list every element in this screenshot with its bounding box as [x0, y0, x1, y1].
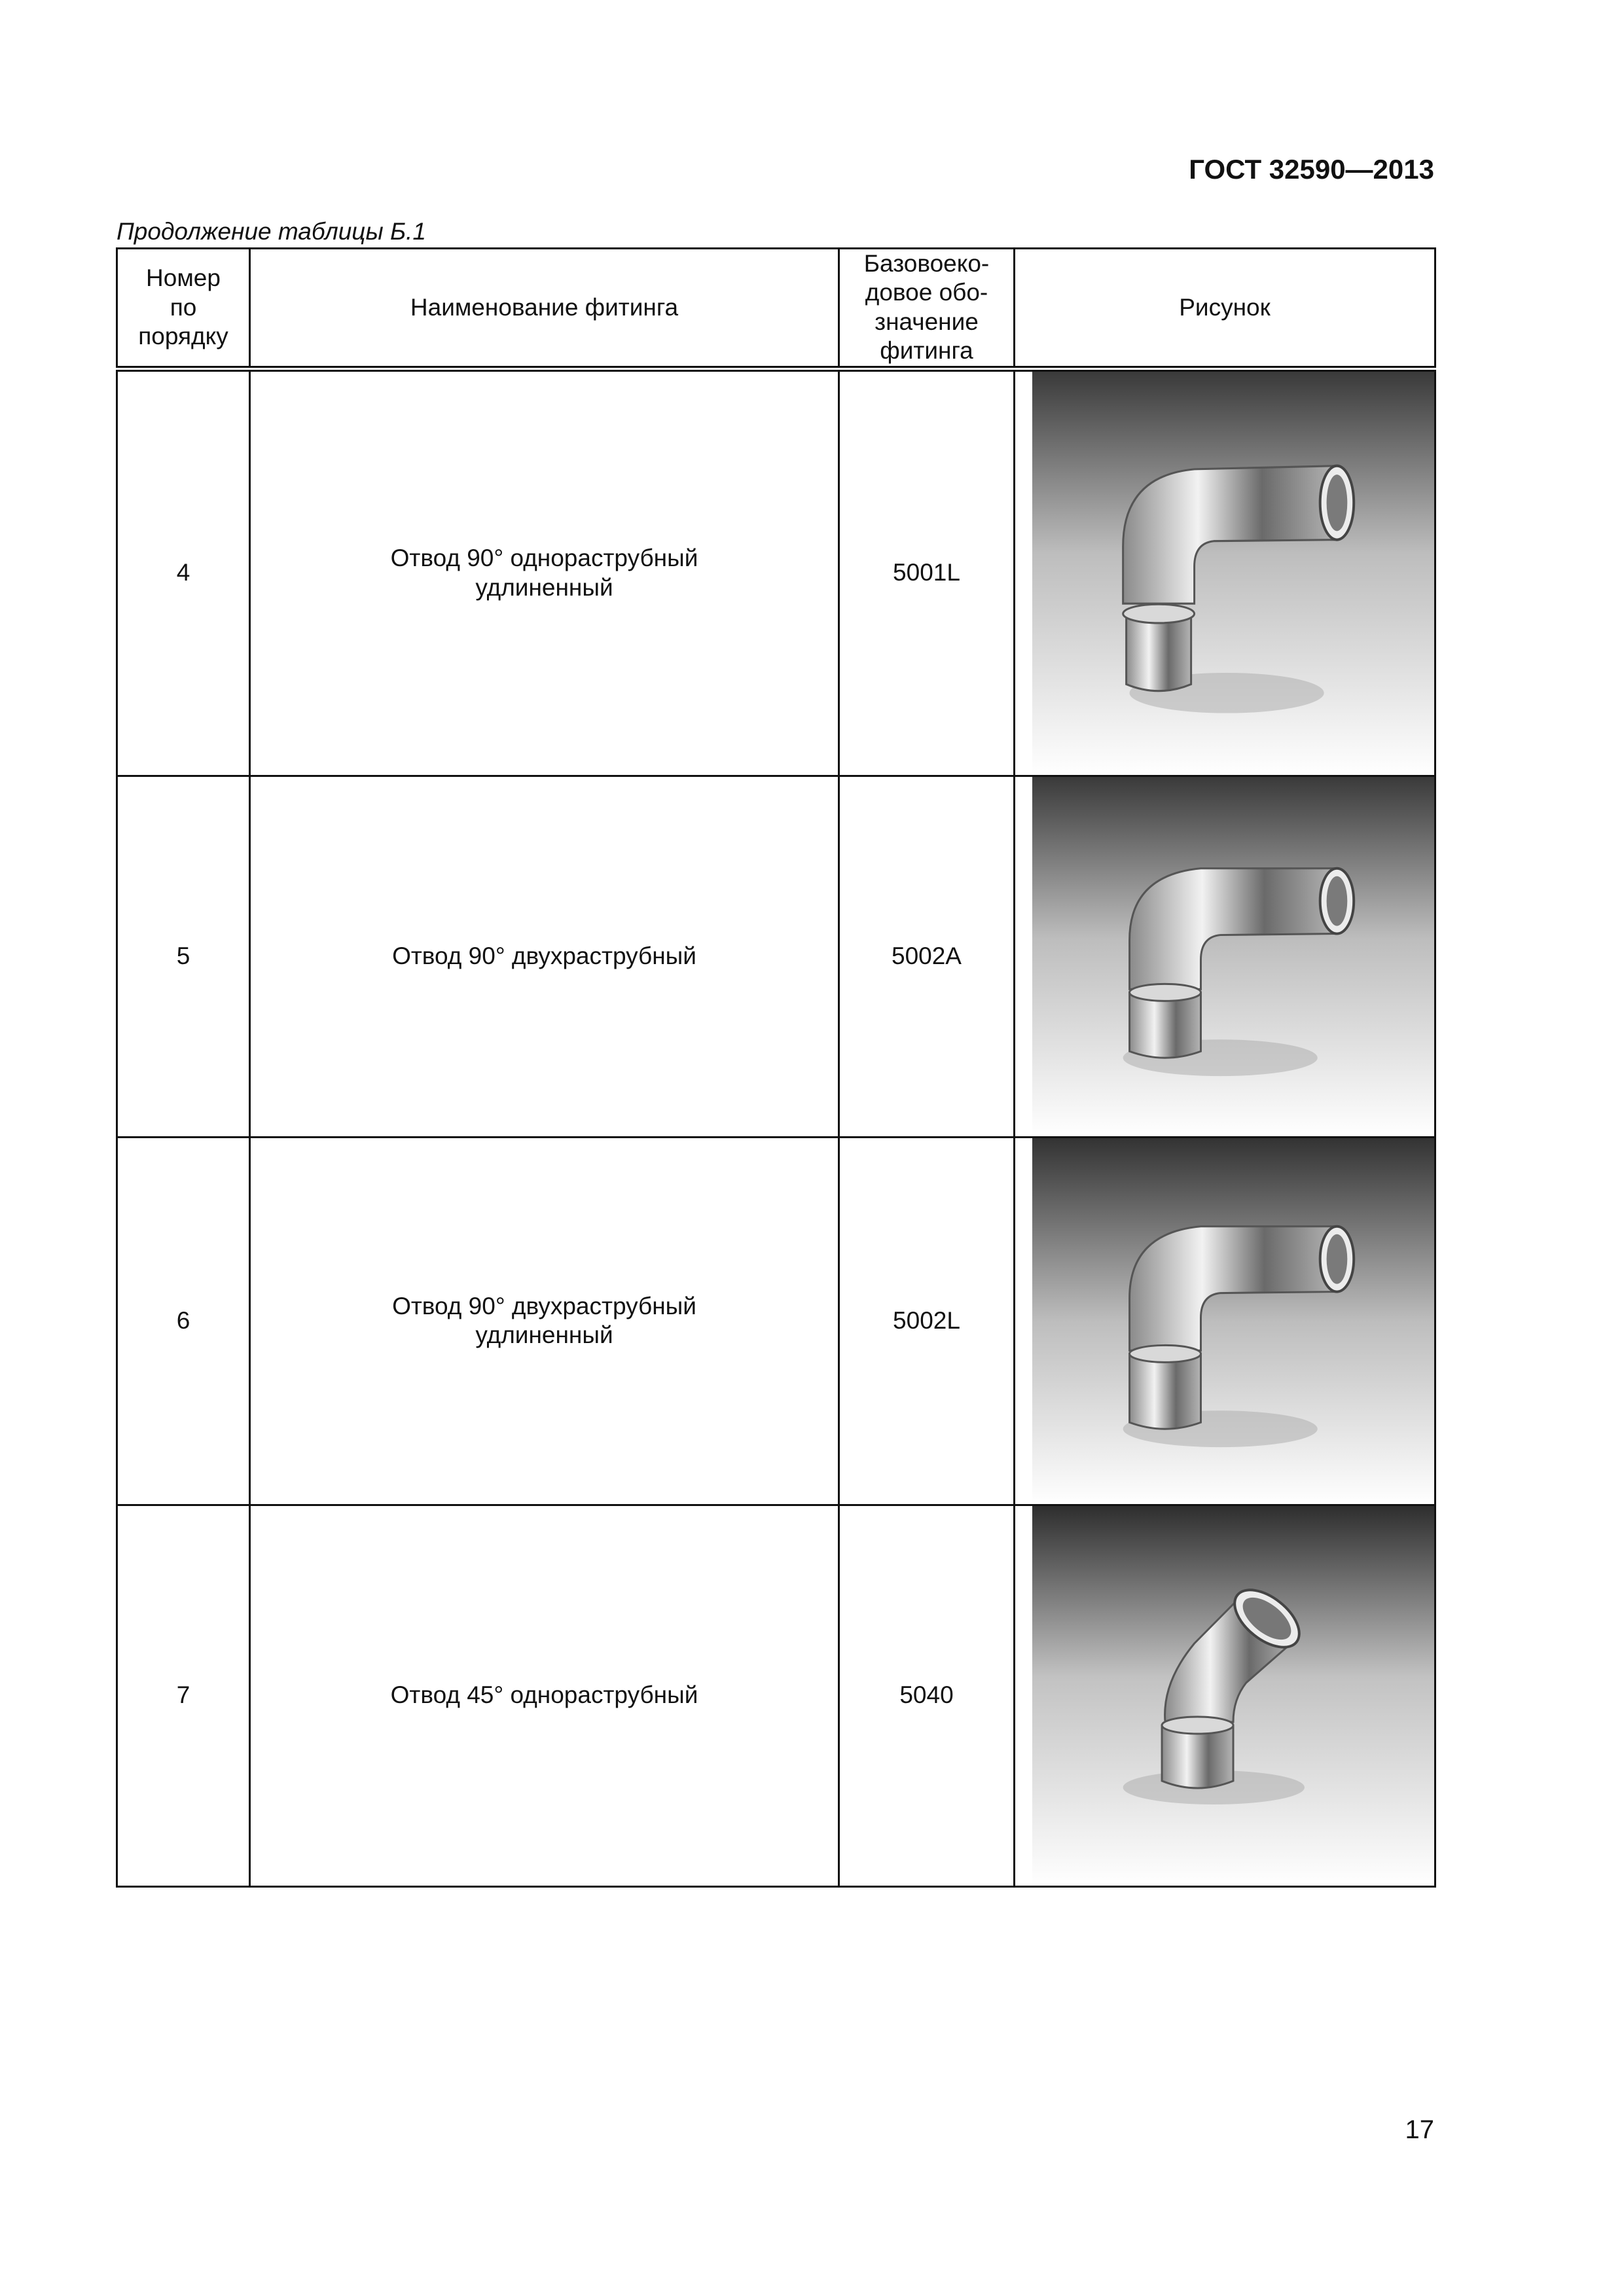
- table-row: [117, 776, 1435, 1137]
- table-row: [117, 1505, 1435, 1886]
- page-number: 17: [1405, 2115, 1434, 2144]
- col-header-picture: Рисунок: [1015, 249, 1435, 369]
- fitting-name-line1: Отвод 90° двухраструбный: [392, 1292, 696, 1319]
- fitting-name-line1: Отвод 45° однораструбный: [390, 1681, 698, 1709]
- fitting-name-line1: Отвод 90° двухраструбный: [392, 942, 696, 969]
- fitting-picture: [1015, 1137, 1435, 1505]
- elbow-90-icon: [1032, 777, 1434, 1136]
- table-row: [117, 368, 1435, 776]
- elbow-90-icon: [1032, 1138, 1434, 1504]
- fitting-picture: [1015, 776, 1435, 1137]
- table-caption: Продолжение таблицы Б.1: [117, 218, 426, 245]
- fittings-table: [116, 247, 1436, 1888]
- fitting-name: [250, 368, 839, 776]
- fitting-picture: [1015, 1505, 1435, 1886]
- row-number: 4: [117, 368, 250, 776]
- fitting-code: 5001L: [839, 368, 1015, 776]
- fitting-name-line1: Отвод 90° однораструбный: [390, 545, 698, 572]
- fitting-name: [250, 1505, 839, 1886]
- row-number: 5: [117, 776, 250, 1137]
- col-header-name: Наименование фитинга: [250, 249, 839, 369]
- standard-code: ГОСТ 32590—2013: [1189, 154, 1434, 185]
- row-number: 7: [117, 1505, 250, 1886]
- col-header-num: Номер по порядку: [117, 249, 250, 369]
- elbow-45-icon: [1032, 1506, 1434, 1886]
- fitting-name: [250, 776, 839, 1137]
- fitting-name-line2: удлиненный: [475, 573, 613, 601]
- elbow-90-icon: [1032, 372, 1434, 775]
- fitting-code: 5040: [839, 1505, 1015, 1886]
- table-row: [117, 1137, 1435, 1505]
- fitting-picture: [1015, 368, 1435, 776]
- fitting-code: 5002L: [839, 1137, 1015, 1505]
- row-number: 6: [117, 1137, 250, 1505]
- col-header-code: Базовоеко-довое обо-значение фитинга: [839, 249, 1015, 369]
- fitting-code: 5002A: [839, 776, 1015, 1137]
- fitting-name-line2: удлиненный: [475, 1321, 613, 1349]
- fitting-name: [250, 1137, 839, 1505]
- table-header-row: [117, 249, 1435, 369]
